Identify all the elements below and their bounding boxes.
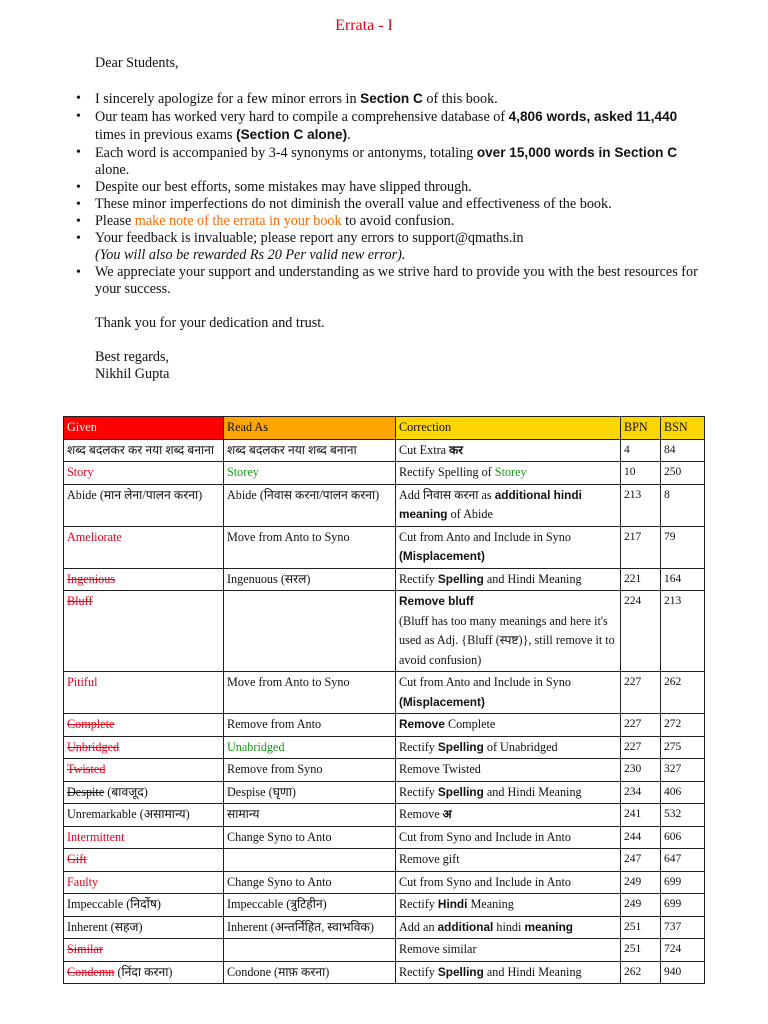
bsn-cell: 272 bbox=[661, 714, 705, 737]
bpn-cell: 244 bbox=[621, 826, 661, 849]
bullet-item: • Each word is accompanied by 3-4 synonyms or antonyms, totaling over 15,000 words in Section C alone. bbox=[95, 144, 710, 179]
bullet-item: • Your feedback is invaluable; please report any errors to support@qmaths.in (You will also be rewarded Rs 20 Per valid new error). bbox=[95, 230, 710, 264]
bpn-cell: 227 bbox=[621, 736, 661, 759]
bpn-cell: 227 bbox=[621, 672, 661, 714]
errata-table bbox=[63, 416, 705, 984]
bpn-cell: 230 bbox=[621, 759, 661, 782]
table-row bbox=[64, 714, 705, 737]
bsn-cell: 213 bbox=[661, 591, 705, 672]
table-row bbox=[64, 871, 705, 894]
correction-cell: Add an additional hindi meaning bbox=[396, 916, 621, 939]
read-cell: Impeccable (त्रुटिहीन) bbox=[224, 894, 396, 917]
correction-cell: Remove अ bbox=[396, 804, 621, 827]
letter-body bbox=[95, 55, 710, 383]
read-cell bbox=[224, 849, 396, 872]
bpn-cell: 221 bbox=[621, 568, 661, 591]
table-row bbox=[64, 568, 705, 591]
bsn-cell: 327 bbox=[661, 759, 705, 782]
table-row bbox=[64, 916, 705, 939]
correction-cell: Rectify Spelling and Hindi Meaning bbox=[396, 961, 621, 984]
bpn-cell: 262 bbox=[621, 961, 661, 984]
bpn-cell: 251 bbox=[621, 916, 661, 939]
read-cell: Remove from Syno bbox=[224, 759, 396, 782]
bsn-cell: 250 bbox=[661, 462, 705, 485]
read-cell: Change Syno to Anto bbox=[224, 871, 396, 894]
table-row bbox=[64, 462, 705, 485]
table-row bbox=[64, 439, 705, 462]
thanks-line: Thank you for your dedication and trust. bbox=[95, 315, 325, 331]
bpn-cell: 249 bbox=[621, 894, 661, 917]
read-cell: Storey bbox=[224, 462, 396, 485]
table-row bbox=[64, 849, 705, 872]
correction-cell: Cut from Syno and Include in Anto bbox=[396, 871, 621, 894]
correction-cell: Remove Complete bbox=[396, 714, 621, 737]
correction-cell: Remove similar bbox=[396, 939, 621, 962]
correction-cell: Cut from Syno and Include in Anto bbox=[396, 826, 621, 849]
bpn-cell: 249 bbox=[621, 871, 661, 894]
correction-cell: Rectify Spelling of Unabridged bbox=[396, 736, 621, 759]
bpn-cell: 224 bbox=[621, 591, 661, 672]
bsn-cell: 8 bbox=[661, 484, 705, 526]
correction-cell: Cut from Anto and Include in Syno (Misplacement) bbox=[396, 672, 621, 714]
regards-line: Best regards, bbox=[95, 349, 170, 365]
read-cell: सामान्य bbox=[224, 804, 396, 827]
bpn-cell: 217 bbox=[621, 526, 661, 568]
bullet-item: • Please make note of the errata in your book to avoid confusion. bbox=[95, 213, 710, 230]
given-cell: Faulty bbox=[64, 871, 224, 894]
given-cell: Story bbox=[64, 462, 224, 485]
table-header-row bbox=[64, 417, 705, 440]
given-cell: Abide (मान लेना/पालन करना) bbox=[64, 484, 224, 526]
table-row bbox=[64, 804, 705, 827]
correction-cell: Rectify Spelling and Hindi Meaning bbox=[396, 781, 621, 804]
read-cell: Unabridged bbox=[224, 736, 396, 759]
bsn-cell: 406 bbox=[661, 781, 705, 804]
table-row bbox=[64, 736, 705, 759]
table-row bbox=[64, 759, 705, 782]
bsn-cell: 79 bbox=[661, 526, 705, 568]
correction-cell: Remove bluff (Bluff has too many meanings and here it's used as Adj. {Bluff (स्पष्ट)}, still remove it to avoid confusion) bbox=[396, 591, 621, 672]
bpn-cell: 10 bbox=[621, 462, 661, 485]
bpn-cell: 247 bbox=[621, 849, 661, 872]
bpn-cell: 227 bbox=[621, 714, 661, 737]
given-cell: Bluff bbox=[64, 591, 224, 672]
correction-cell: Rectify Spelling and Hindi Meaning bbox=[396, 568, 621, 591]
header-given: Given bbox=[64, 417, 224, 440]
given-cell: Condemn (निंदा करना) bbox=[64, 961, 224, 984]
bpn-cell: 213 bbox=[621, 484, 661, 526]
correction-cell: Cut from Anto and Include in Syno (Misplacement) bbox=[396, 526, 621, 568]
given-cell: Unremarkable (असामान्य) bbox=[64, 804, 224, 827]
table-row bbox=[64, 894, 705, 917]
read-cell: Ingenuous (सरल) bbox=[224, 568, 396, 591]
given-cell: Similar bbox=[64, 939, 224, 962]
bsn-cell: 647 bbox=[661, 849, 705, 872]
table-row bbox=[64, 591, 705, 672]
read-cell bbox=[224, 939, 396, 962]
signature: Nikhil Gupta bbox=[95, 366, 170, 382]
given-cell: Twisted bbox=[64, 759, 224, 782]
bullet-item: • Our team has worked very hard to compile a comprehensive database of 4,806 words, asked 11,440 times in previous exams (Section C alone). bbox=[95, 108, 710, 144]
given-cell: Ingenious bbox=[64, 568, 224, 591]
bsn-cell: 84 bbox=[661, 439, 705, 462]
bsn-cell: 164 bbox=[661, 568, 705, 591]
header-bsn: BSN bbox=[661, 417, 705, 440]
read-cell bbox=[224, 591, 396, 672]
read-cell: Remove from Anto bbox=[224, 714, 396, 737]
bsn-cell: 699 bbox=[661, 871, 705, 894]
read-cell: Abide (निवास करना/पालन करना) bbox=[224, 484, 396, 526]
given-cell: Gift bbox=[64, 849, 224, 872]
table-row bbox=[64, 939, 705, 962]
given-cell: Complete bbox=[64, 714, 224, 737]
table-row bbox=[64, 526, 705, 568]
read-cell: Move from Anto to Syno bbox=[224, 672, 396, 714]
bsn-cell: 737 bbox=[661, 916, 705, 939]
table-row bbox=[64, 961, 705, 984]
bpn-cell: 4 bbox=[621, 439, 661, 462]
table-row bbox=[64, 826, 705, 849]
bpn-cell: 251 bbox=[621, 939, 661, 962]
bsn-cell: 606 bbox=[661, 826, 705, 849]
given-cell: Intermittent bbox=[64, 826, 224, 849]
correction-cell: Cut Extra कर bbox=[396, 439, 621, 462]
table-row bbox=[64, 781, 705, 804]
greeting: Dear Students, bbox=[95, 55, 179, 71]
bsn-cell: 724 bbox=[661, 939, 705, 962]
given-cell: Pitiful bbox=[64, 672, 224, 714]
read-cell: Inherent (अन्तर्निहित, स्वाभविक) bbox=[224, 916, 396, 939]
bsn-cell: 699 bbox=[661, 894, 705, 917]
bullet-item: • These minor imperfections do not diminish the overall value and effectiveness of the book. bbox=[95, 196, 710, 213]
correction-cell: Remove gift bbox=[396, 849, 621, 872]
header-read-as: Read As bbox=[224, 417, 396, 440]
read-cell: Condone (माफ़ करना) bbox=[224, 961, 396, 984]
bullet-list bbox=[95, 90, 710, 298]
given-cell: Despite (बावजूद) bbox=[64, 781, 224, 804]
read-cell: शब्द बदलकर नया शब्द बनाना bbox=[224, 439, 396, 462]
bullet-item: • We appreciate your support and understanding as we strive hard to provide you with the best resources for your success. bbox=[95, 264, 710, 298]
table-row bbox=[64, 672, 705, 714]
bsn-cell: 940 bbox=[661, 961, 705, 984]
bullet-item: • I sincerely apologize for a few minor errors in Section C of this book. bbox=[95, 90, 710, 108]
given-cell: Unbridged bbox=[64, 736, 224, 759]
read-cell: Move from Anto to Syno bbox=[224, 526, 396, 568]
given-cell: Impeccable (निर्दोष) bbox=[64, 894, 224, 917]
bsn-cell: 262 bbox=[661, 672, 705, 714]
header-correction: Correction bbox=[396, 417, 621, 440]
bpn-cell: 234 bbox=[621, 781, 661, 804]
bsn-cell: 532 bbox=[661, 804, 705, 827]
table-row bbox=[64, 484, 705, 526]
correction-cell: Rectify Spelling of Storey bbox=[396, 462, 621, 485]
correction-cell: Add निवास करना as additional hindi meaning of Abide bbox=[396, 484, 621, 526]
given-cell: Inherent (सहज) bbox=[64, 916, 224, 939]
page-title: Errata - I bbox=[335, 17, 393, 34]
bullet-item: • Despite our best efforts, some mistakes may have slipped through. bbox=[95, 179, 710, 196]
read-cell: Change Syno to Anto bbox=[224, 826, 396, 849]
correction-cell: Rectify Hindi Meaning bbox=[396, 894, 621, 917]
bpn-cell: 241 bbox=[621, 804, 661, 827]
header-bpn: BPN bbox=[621, 417, 661, 440]
given-cell: Ameliorate bbox=[64, 526, 224, 568]
correction-cell: Remove Twisted bbox=[396, 759, 621, 782]
read-cell: Despise (घृणा) bbox=[224, 781, 396, 804]
given-cell: शब्द बदलकर कर नया शब्द बनाना bbox=[64, 439, 224, 462]
bsn-cell: 275 bbox=[661, 736, 705, 759]
